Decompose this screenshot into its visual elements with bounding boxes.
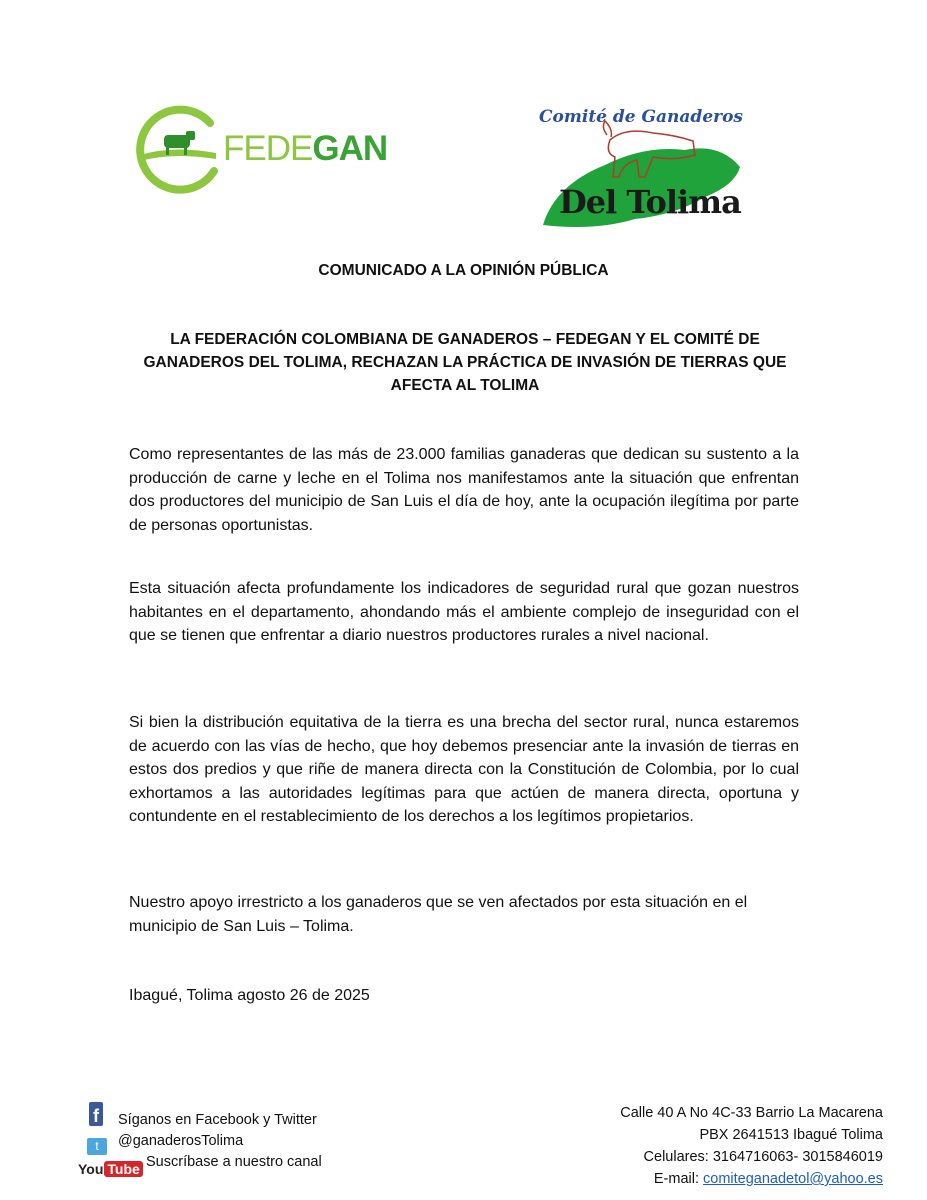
contact-pbx: PBX 2641513 Ibagué Tolima: [699, 1127, 883, 1143]
paragraph-3: Si bien la distribución equitativa de la tierra es una brecha del sector rural, nunca estaremos de acuerdo con las vías de hecho, que hoy debemos presenciar ante la invasión de tierras en estos dos predios y que riñe de manera directa con la Constitución de Colombia, por lo cual exhortamos a las autoridades legítimas para que actúen de manera directa, oportuna y contundente en el restablecimiento de los derechos a los legítimos propietarios.: [129, 714, 799, 825]
email-label: E-mail:: [653, 1171, 704, 1187]
fedegan-logo: [128, 105, 388, 197]
comite-bottom-text: Del Tolima: [559, 183, 741, 221]
contact-email-line: [540, 1168, 883, 1190]
twitter-icon[interactable]: t: [87, 1138, 107, 1155]
youtube-icon[interactable]: [78, 1159, 143, 1179]
fedegan-wordmark: [223, 129, 387, 169]
document-title: COMUNICADO A LA OPINIÓN PÚBLICA: [318, 262, 609, 279]
fedegan-emblem-icon: [128, 105, 223, 197]
footer-social: [78, 1102, 378, 1182]
youtube-text: Suscríbase a nuestro canal: [146, 1154, 322, 1170]
comite-top-text: Comité de Ganaderos: [539, 107, 743, 127]
document-subtitle: LA FEDERACIÓN COLOMBIANA DE GANADEROS – FEDEGAN Y EL COMITÉ DE GANADEROS DEL TOLIMA, RECHAZAN LA PRÁCTICA DE INVASIÓN DE TIERRAS QUE AFECTA AL TOLIMA: [143, 331, 787, 394]
fedegan-word-bold: GAN: [312, 129, 388, 168]
paragraph-2: Esta situación afecta profundamente los indicadores de seguridad rural que gozan nuestros habitantes en el departamento, ahondando más el ambiente complejo de inseguridad con el que se tienen que enfrentar a diario nuestros productores rurales a nivel nacional.: [129, 580, 799, 644]
email-link[interactable]: comiteganadetol@yahoo.es: [703, 1171, 883, 1187]
paragraph-4: Nuestro apoyo irrestricto a los ganaderos que se ven afectados por esta situación en el municipio de San Luis – Tolima.: [129, 894, 748, 935]
facebook-icon[interactable]: f: [89, 1102, 103, 1126]
footer-contact: [540, 1102, 883, 1190]
follow-text: Síganos en Facebook y Twitter: [118, 1112, 317, 1128]
comite-logo: [535, 105, 765, 240]
date-line: Ibagué, Tolima agosto 26 de 2025: [129, 987, 370, 1004]
fedegan-word-light: FEDE: [223, 129, 313, 168]
paragraph-1: Como representantes de las más de 23.000 familias ganaderas que dedican su sustento a la producción de carne y leche en el Tolima nos manifestamos ante la situación que enfrentan dos productores del municipio de San Luis el día de hoy, ante la ocupación ilegítima por parte de personas oportunistas.: [129, 446, 799, 534]
contact-phones: Celulares: 3164716063- 3015846019: [643, 1149, 883, 1165]
contact-address: Calle 40 A No 4C-33 Barrio La Macarena: [620, 1105, 883, 1121]
youtube-you: You: [78, 1161, 104, 1177]
twitter-handle[interactable]: @ganaderosTolima: [118, 1133, 244, 1149]
youtube-tube: Tube: [104, 1161, 142, 1177]
